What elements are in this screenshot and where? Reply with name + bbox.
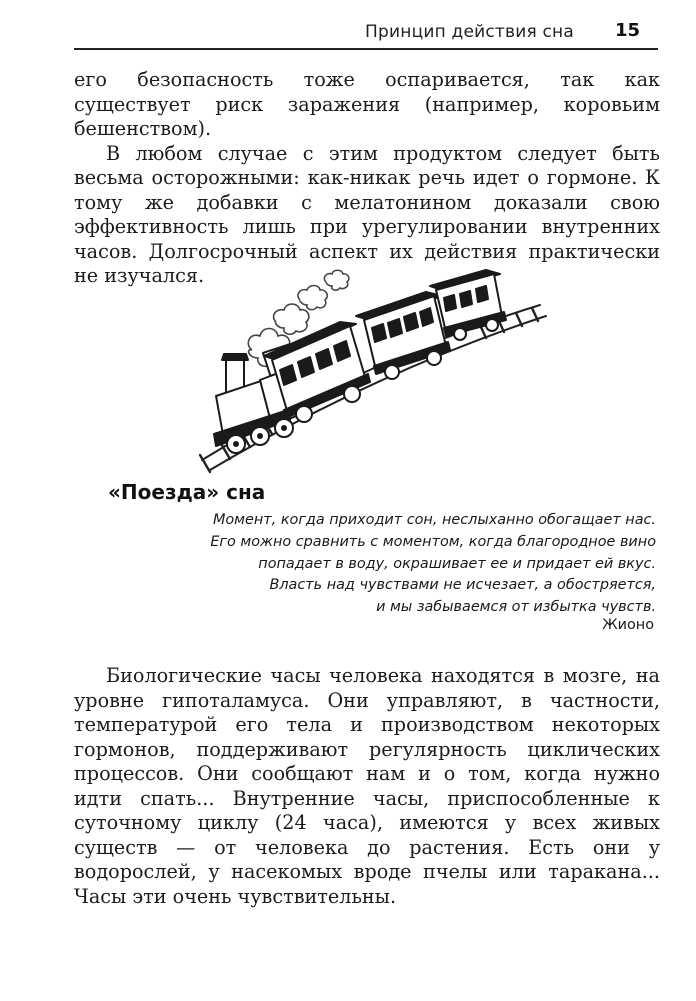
section-heading: «Поезда» сна [108,480,266,504]
epigraph-line: Его можно сравнить с моментом, когда благородное вино [210,533,656,550]
header-title: Принцип действия сна [365,22,574,42]
section-text-block [74,664,660,909]
epigraph-line: и мы забываемся от избытка чувств. [376,599,656,616]
intro-paragraph-2: В любом случае с этим продуктом следует быть весьма осторожными: как-никак речь идет о гормоне. К тому же добавки с мелатонином доказали свою эффективность лишь при урегулировании внутренних часов. Долгосрочный аспект их действия практически не изучался. [74,141,660,287]
train-illustration-icon [180,250,560,475]
page-number: 15 [614,20,640,41]
epigraph-line: Власть над чувствами не исчезает, а обостряется, [269,577,656,594]
epigraph-line: Момент, когда приходит сон, неслыханно обогащает нас. [212,512,656,528]
epigraph-author: Жионо [602,617,654,633]
running-header [74,18,658,50]
section-body-paragraph: Биологические часы человека находятся в мозге, на уровне гипоталамуса. Они управляют, в частности, температурой его тела и производством некоторых гормонов, поддерживают регулярность циклических процессов. Они сообщают нам и о том, когда нужно идти спать... Внутренние часы, приспособленные к суточному циклу (24 часа), имеются у всех живых существ — от человека до растения. Есть они у водорослей, у насекомых вроде пчелы или таракана... Часы эти очень чувствительны. [74,664,660,908]
epigraph-line: попадает в воду, окрашивает ее и придает ей вкус. [258,555,656,572]
epigraph [120,510,656,619]
intro-paragraph-1: его безопасность тоже оспаривается, так как существует риск заражения (например, коровьим бешенством). [74,68,660,140]
